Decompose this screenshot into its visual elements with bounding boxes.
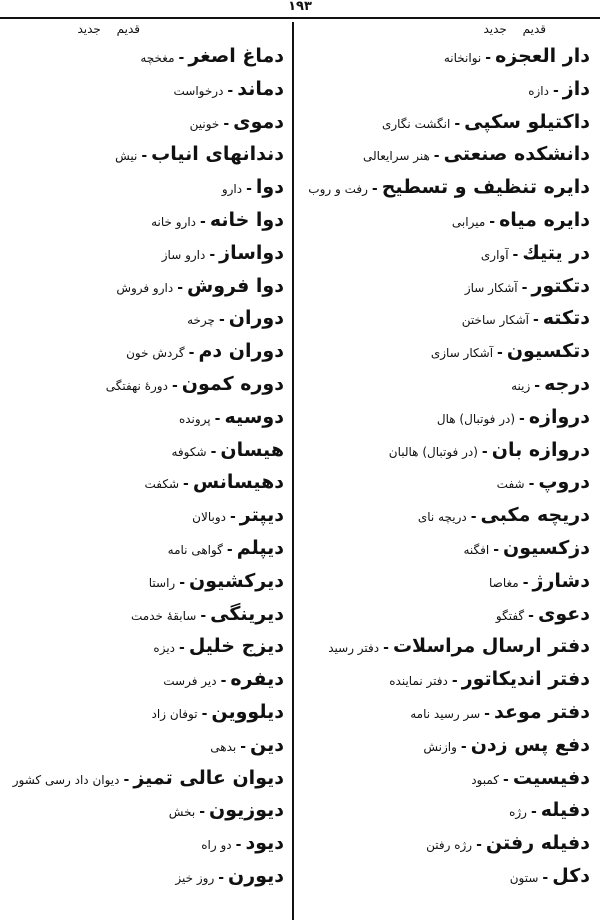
entry-term: دروازه بان [491,438,590,461]
dictionary-entry [298,729,596,762]
entry-term: دروپ [538,471,590,494]
entry-separator: - [451,673,458,690]
entry-term: دتکتور [531,274,590,297]
dictionary-entry [298,106,596,139]
entry-definition: رژه [509,805,527,820]
dictionary-entry [0,466,290,499]
entry-separator: - [183,476,189,493]
dictionary-entry [0,696,290,729]
dictionary-entry [0,204,290,237]
entry-definition: بدهی [210,739,237,754]
dictionary-entry [298,73,596,106]
entry-definition: دریچه نای [417,510,467,525]
entry-separator: - [528,476,535,493]
entry-term: دوا [255,176,284,199]
dictionary-entry [298,434,596,467]
entry-separator: - [246,181,252,198]
entry-term: داز [562,77,590,100]
entry-term: دفتر ارسال مراسلات [392,635,590,658]
dictionary-entry [298,794,596,827]
entry-term: دفیله [540,799,590,822]
entry-definition: خونین [189,116,220,131]
entry-term: دفتر موعد [493,700,590,723]
entry-term: دیوان عالی تمیز [133,766,284,789]
entry-separator: - [489,213,496,230]
entry-term: داکتیلو سکپی [464,110,590,133]
dictionary-entry [298,302,596,335]
entry-definition: دفتر رسید [328,641,380,656]
entry-term: دموی [233,110,284,133]
entry-definition: رفت و روب [308,182,368,197]
dictionary-entry [298,138,596,171]
entry-term: دفتر اندیکاتور [461,668,590,691]
dictionary-entry [0,237,290,270]
entry-separator: - [178,50,185,66]
right-column-entries [298,40,596,893]
page-number: ۱۹۳ [288,0,312,14]
entry-definition: دیر فرست [163,674,217,689]
entry-separator: - [383,640,389,657]
entry-term: دیرکشیون [189,569,284,592]
entry-separator: - [218,869,225,886]
entry-definition: چرخه [187,313,215,328]
entry-definition: دارو خانه [151,214,196,229]
entry-separator: - [141,148,148,165]
entry-term: دکل [552,864,590,887]
dictionary-entry [298,663,596,696]
entry-definition: آشکار ساختن [461,313,529,328]
entry-definition: رژه رفتن [426,838,473,853]
entry-separator: - [229,509,236,526]
entry-separator: - [530,804,537,821]
dictionary-entry [0,171,290,204]
entry-separator: - [532,312,539,329]
entry-definition: آواری [480,247,509,262]
entry-definition: درخواست [173,83,224,98]
entry-definition: پرونده [178,411,211,426]
entry-definition: توفان زاد [151,706,198,721]
entry-separator: - [528,607,534,624]
entry-separator: - [240,738,247,755]
entry-term: در یتیك [522,241,590,264]
left-column-header: قدیم جدید [77,22,140,36]
entry-term: دواساز [219,241,284,264]
entry-separator: - [371,181,378,198]
dictionary-entry [0,729,290,762]
entry-separator: - [519,410,525,427]
entry-separator: - [179,640,185,657]
entry-term: دانشکده صنعتی [443,143,590,166]
entry-separator: - [534,377,541,394]
entry-term: دماغ اصغر [188,45,284,67]
entry-separator: - [552,82,559,99]
entry-term: دریچه مکبی [480,504,590,527]
entry-definition: دارو فروش [116,280,174,295]
entry-term: دار العجزه [495,45,590,67]
entry-definition: آشکار سازی [430,346,494,361]
entry-separator: - [227,82,234,99]
entry-definition: دازه [528,83,549,98]
entry-separator: - [200,213,206,230]
entry-definition: دوبالان [192,510,226,525]
entry-definition: انگشت نگاری [381,116,451,131]
entry-definition: میرابی [451,214,486,229]
dictionary-entry [0,827,290,860]
dictionary-entry [0,73,290,106]
dictionary-entry [0,860,290,893]
dictionary-entry [0,499,290,532]
entry-separator: - [214,410,221,427]
entry-separator: - [223,115,230,132]
entry-separator: - [201,705,208,722]
entry-separator: - [481,443,488,460]
entry-term: دیوزیون [209,799,284,822]
dictionary-entry [298,40,596,73]
entry-definition: کمبود [471,772,500,787]
entry-separator: - [220,673,227,690]
entry-definition: دیزه [153,641,175,656]
dictionary-entry [0,138,290,171]
entry-term: دیزج خلیل [188,635,284,658]
entry-term: دفیسیت [512,766,590,789]
entry-term: دین [250,733,284,756]
entry-definition: شفت [496,477,525,492]
entry-definition: شکفت [144,477,180,492]
dictionary-entry [0,762,290,795]
entry-definition: مغاصا [489,575,519,590]
dictionary-entry [0,401,290,434]
entry-term: دایره تنظیف و تسطیح [381,176,590,199]
entry-definition: نیش [115,149,138,164]
dictionary-entry [298,762,596,795]
dictionary-entry [298,204,596,237]
dictionary-entry [298,368,596,401]
entry-definition: سر رسید نامه [410,706,481,721]
entry-definition: دفتر نمایندە [389,674,448,689]
entry-term: دیود [245,832,284,855]
left-column [0,18,290,920]
dictionary-entry [0,368,290,401]
dictionary-entry [0,598,290,631]
dictionary-entry [0,565,290,598]
entry-separator: - [476,837,482,854]
entry-separator: - [522,574,529,591]
entry-term: دماند [237,77,284,100]
entry-definition: (در فوتبال) هال [436,411,516,426]
entry-definition: دیوان داد رسی کشور [12,772,120,787]
entry-definition: افگنه [463,542,490,557]
entry-term: دشارژ [532,569,590,592]
entry-separator: - [454,115,461,132]
entry-definition: زینه [511,378,531,393]
dictionary-entry [0,302,290,335]
entry-term: دوا فروش [187,274,284,297]
entry-term: دوا خانه [209,208,284,231]
dictionary-entry [298,171,596,204]
entry-separator: - [188,345,195,362]
entry-term: هیسان [220,438,284,461]
entry-separator: - [460,738,467,755]
dictionary-entry [0,532,290,565]
entry-separator: - [199,804,205,821]
entry-term: دندانهای انیاب [151,143,284,166]
entry-separator: - [497,345,503,362]
left-column-entries [0,40,290,893]
entry-term: دیرینگی [210,602,284,625]
entry-term: دروازه [528,405,590,428]
entry-term: دفیله رفتن [485,832,590,855]
dictionary-entry [0,630,290,663]
entry-term: درجه [544,372,590,395]
entry-definition: ستون [509,870,539,885]
entry-definition: دارو [221,182,243,197]
entry-separator: - [521,279,528,296]
entry-term: دایره میاه [499,208,590,231]
dictionary-entry [298,532,596,565]
entry-separator: - [484,705,490,722]
entry-term: دزکسیون [503,536,590,559]
dictionary-entry [298,401,596,434]
dictionary-entry [0,270,290,303]
dictionary-entry [0,794,290,827]
dictionary-entry [0,335,290,368]
entry-separator: - [177,279,184,296]
entry-separator: - [235,837,242,854]
entry-separator: - [209,246,216,263]
entry-term: دوره کمون [181,372,284,395]
dictionary-entry [298,499,596,532]
dictionary-entry [0,106,290,139]
dictionary-entry [298,630,596,663]
entry-definition: هنر سرایعالی [362,149,430,164]
entry-term: دتکسیون [506,340,590,363]
entry-separator: - [470,509,477,526]
entry-definition: (در فوتبال) هالبان [388,444,478,459]
dictionary-entry [298,827,596,860]
entry-definition: دورهٔ نهفتگی [105,378,168,393]
dictionary-entry [298,598,596,631]
entry-separator: - [218,312,225,329]
entry-separator: - [171,377,178,394]
column-divider [292,22,294,920]
entry-term: دیفره [230,668,284,691]
entry-term: دیورن [228,864,284,887]
entry-definition: راستا [148,575,176,590]
entry-definition: شکوفه [171,444,207,459]
entry-definition: آشکار ساز [464,280,518,295]
dictionary-entry [298,696,596,729]
dictionary-entry [298,237,596,270]
entry-definition: مغخچه [140,51,175,65]
entry-separator: - [542,869,549,886]
entry-term: دهیسانس [192,471,284,494]
entry-separator: - [485,50,492,66]
entry-definition: دارو ساز [161,247,206,262]
dictionary-entry [298,270,596,303]
entry-separator: - [226,541,233,558]
entry-term: دعوی [537,602,590,625]
entry-separator: - [123,771,130,788]
entry-definition: سابقهٔ خدمت [131,608,197,623]
entry-definition: نوانخانه [443,51,482,65]
right-column-header: قدیم جدید [483,22,546,36]
dictionary-entry [298,565,596,598]
entry-definition: گواهی نامه [167,542,223,557]
entry-term: دوران [228,307,284,330]
entry-definition: بخش [168,805,196,820]
dictionary-entry [0,40,290,73]
entry-definition: وازنش [423,739,457,754]
entry-separator: - [210,443,217,460]
entry-separator: - [493,541,500,558]
entry-definition: گردش خون [126,346,185,361]
dictionary-entry [0,663,290,696]
entry-term: دفع پس زدن [470,733,590,756]
entry-definition: دو راه [201,838,232,853]
entry-separator: - [179,574,186,591]
entry-term: دیپتر [239,504,284,527]
entry-term: دوران دم [198,340,284,363]
entry-definition: روز خیز [175,870,215,885]
dictionary-entry [298,466,596,499]
entry-separator: - [433,148,440,165]
entry-term: دتکته [542,307,590,330]
right-column [298,18,596,920]
entry-definition: گفتگو [495,608,525,623]
dictionary-entry [0,434,290,467]
entry-separator: - [200,607,207,624]
dictionary-entry [298,860,596,893]
entry-separator: - [503,771,509,788]
dictionary-entry [298,335,596,368]
entry-separator: - [512,246,519,263]
entry-term: دیلووین [211,700,284,723]
entry-term: دیپلم [236,536,284,559]
entry-term: دوسیه [224,405,284,428]
